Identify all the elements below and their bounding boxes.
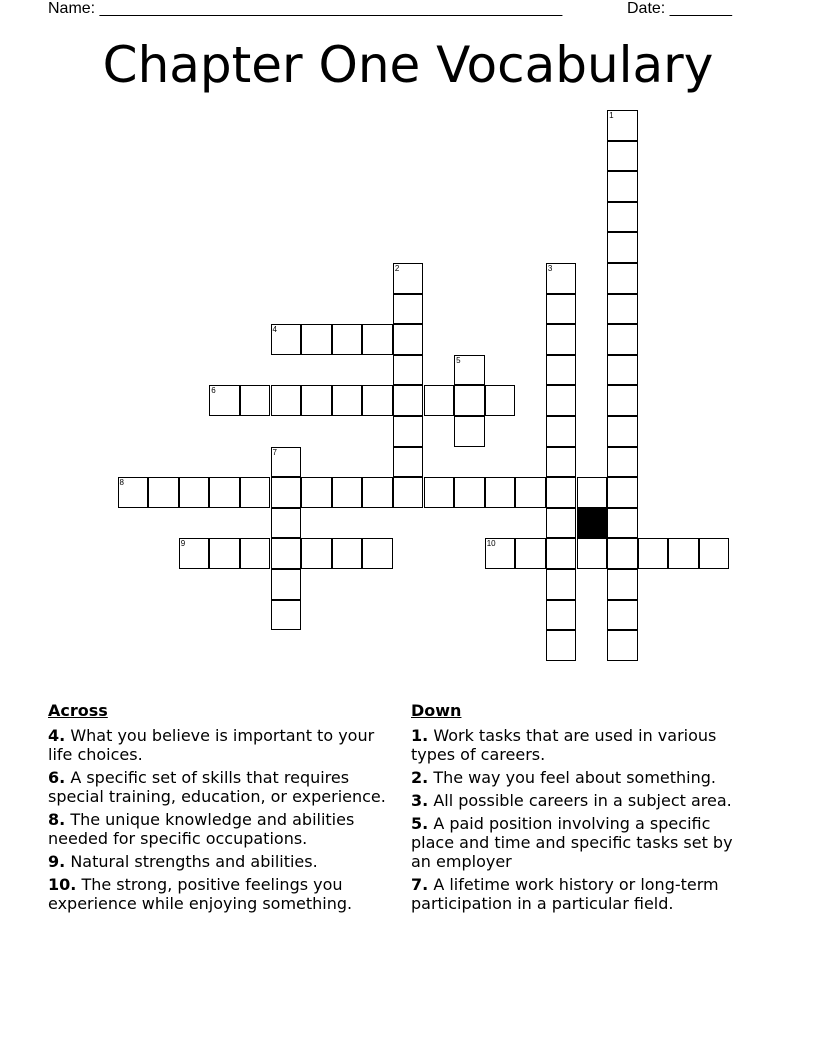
across-clue [48, 810, 388, 848]
crossword-cell[interactable] [546, 600, 577, 631]
crossword-cell[interactable] [546, 263, 577, 294]
crossword-cell[interactable] [607, 232, 638, 263]
crossword-cell[interactable] [362, 477, 393, 508]
clue-text: A lifetime work history or long-term participation in a particular field. [411, 875, 719, 913]
crossword-cell[interactable] [546, 447, 577, 478]
cell-number: 5 [456, 355, 461, 365]
crossword-cell[interactable] [546, 385, 577, 416]
crossword-cell[interactable] [148, 477, 179, 508]
clue-number: 1. [411, 726, 429, 745]
crossword-cell[interactable] [454, 355, 485, 386]
crossword-cell[interactable] [607, 385, 638, 416]
crossword-cell[interactable] [454, 385, 485, 416]
crossword-cell[interactable] [240, 477, 271, 508]
crossword-cell[interactable] [546, 294, 577, 325]
crossword-cell[interactable] [454, 416, 485, 447]
crossword-cell[interactable] [546, 508, 577, 539]
crossword-cell[interactable] [271, 447, 302, 478]
crossword-cell[interactable] [271, 600, 302, 631]
crossword-cell[interactable] [607, 569, 638, 600]
crossword-cell[interactable] [332, 324, 363, 355]
crossword-cell[interactable] [271, 324, 302, 355]
crossword-cell[interactable] [607, 141, 638, 172]
clue-number: 2. [411, 768, 429, 787]
clue-text: A specific set of skills that requires special training, education, or experience. [48, 768, 386, 806]
crossword-cell[interactable] [607, 447, 638, 478]
crossword-cell[interactable] [607, 416, 638, 447]
clue-number: 3. [411, 791, 429, 810]
crossword-cell[interactable] [546, 324, 577, 355]
crossword-cell[interactable] [699, 538, 730, 569]
crossword-cell[interactable] [607, 600, 638, 631]
down-clue [411, 726, 751, 764]
crossword-cell[interactable] [607, 171, 638, 202]
cell-number: 6 [211, 386, 216, 396]
crossword-cell[interactable] [546, 355, 577, 386]
down-clue [411, 875, 751, 913]
crossword-cell[interactable] [393, 263, 424, 294]
crossword-cell[interactable] [546, 569, 577, 600]
crossword-cell[interactable] [332, 538, 363, 569]
cell-number: 4 [272, 325, 277, 335]
crossword-cell[interactable] [301, 324, 332, 355]
clue-text: What you believe is important to your life choices. [48, 726, 375, 764]
clue-number: 4. [48, 726, 66, 745]
crossword-cell[interactable] [362, 324, 393, 355]
crossword-cell[interactable] [209, 477, 240, 508]
crossword-cell[interactable] [607, 263, 638, 294]
crossword-cell[interactable] [362, 385, 393, 416]
crossword-cell[interactable] [271, 569, 302, 600]
crossword-cell[interactable] [393, 416, 424, 447]
clue-text: All possible careers in a subject area. [433, 791, 732, 810]
crossword-cell[interactable] [424, 385, 455, 416]
crossword-cell[interactable] [301, 477, 332, 508]
down-heading: Down [411, 701, 462, 720]
down-clues [411, 700, 751, 917]
crossword-cell[interactable] [668, 538, 699, 569]
crossword-cell[interactable] [638, 538, 669, 569]
cell-number: 9 [180, 539, 186, 549]
clue-text: Natural strengths and abilities. [70, 852, 318, 871]
date-field-label: Date: _______ [627, 0, 732, 17]
crossword-cell[interactable] [179, 538, 210, 569]
crossword-cell[interactable] [271, 538, 302, 569]
crossword-cell[interactable] [362, 538, 393, 569]
crossword-cell[interactable] [546, 477, 577, 508]
crossword-cell[interactable] [607, 477, 638, 508]
crossword-cell[interactable] [271, 385, 302, 416]
crossword-cell[interactable] [393, 355, 424, 386]
crossword-cell[interactable] [393, 294, 424, 325]
crossword-cell[interactable] [118, 477, 149, 508]
down-clue [411, 791, 751, 810]
across-clues [48, 700, 388, 917]
crossword-cell[interactable] [607, 538, 638, 569]
name-field-label: Name: ____________________________________________________ [48, 0, 563, 17]
crossword-cell[interactable] [607, 355, 638, 386]
cell-number: 8 [119, 478, 124, 488]
clue-text: The unique knowledge and abilities needed for specific occupations. [48, 810, 355, 848]
crossword-cell[interactable] [546, 630, 577, 661]
crossword-cell[interactable] [209, 385, 240, 416]
crossword-cell[interactable] [393, 477, 424, 508]
crossword-cell[interactable] [577, 538, 608, 569]
crossword-cell[interactable] [607, 202, 638, 233]
across-clue [48, 852, 388, 871]
clue-text: Work tasks that are used in various types of careers. [411, 726, 717, 764]
clue-text: The way you feel about something. [433, 768, 716, 787]
crossword-cell[interactable] [271, 508, 302, 539]
crossword-cell[interactable] [546, 538, 577, 569]
cell-number: 3 [547, 264, 553, 273]
crossword-cell[interactable] [577, 477, 608, 508]
clue-number: 8. [48, 810, 66, 829]
crossword-cell[interactable] [546, 416, 577, 447]
crossword-cell[interactable] [485, 477, 516, 508]
crossword-cell[interactable] [179, 477, 210, 508]
clue-number: 9. [48, 852, 66, 871]
crossword-cell[interactable] [485, 385, 516, 416]
clue-text: The strong, positive feelings you experience while enjoying something. [48, 875, 353, 913]
cell-number: 1 [609, 111, 614, 120]
crossword-cell[interactable] [607, 324, 638, 355]
crossword-cell[interactable] [515, 538, 546, 569]
crossword-cell[interactable] [515, 477, 546, 508]
page-title: Chapter One Vocabulary [102, 36, 714, 94]
clue-text: A paid position involving a specific place and time and specific tasks set by an employer [411, 814, 733, 871]
cell-number: 10 [486, 539, 496, 549]
crossword-cell[interactable] [271, 477, 302, 508]
crossword-black-cell [577, 508, 608, 539]
clue-number: 5. [411, 814, 429, 833]
clue-number: 7. [411, 875, 429, 894]
clue-number: 6. [48, 768, 66, 787]
crossword-cell[interactable] [485, 538, 516, 569]
crossword-cell[interactable] [332, 477, 363, 508]
crossword-cell[interactable] [393, 447, 424, 478]
crossword-cell[interactable] [240, 385, 271, 416]
cell-number: 2 [394, 264, 400, 273]
crossword-cell[interactable] [332, 385, 363, 416]
crossword-cell[interactable] [240, 538, 271, 569]
clue-number: 10. [48, 875, 77, 894]
across-clue [48, 875, 388, 913]
crossword-cell[interactable] [393, 385, 424, 416]
crossword-cell[interactable] [301, 538, 332, 569]
crossword-cell[interactable] [607, 294, 638, 325]
across-heading: Across [48, 701, 108, 720]
crossword-cell[interactable] [209, 538, 240, 569]
down-clue [411, 768, 751, 787]
crossword-cell[interactable] [607, 630, 638, 661]
across-clue [48, 768, 388, 806]
crossword-cell[interactable] [301, 385, 332, 416]
crossword-cell[interactable] [607, 508, 638, 539]
across-clue [48, 726, 388, 764]
crossword-cell[interactable] [607, 110, 638, 141]
crossword-cell[interactable] [454, 477, 485, 508]
crossword-cell[interactable] [424, 477, 455, 508]
cell-number: 7 [272, 447, 277, 457]
crossword-cell[interactable] [393, 324, 424, 355]
down-clue [411, 814, 751, 871]
